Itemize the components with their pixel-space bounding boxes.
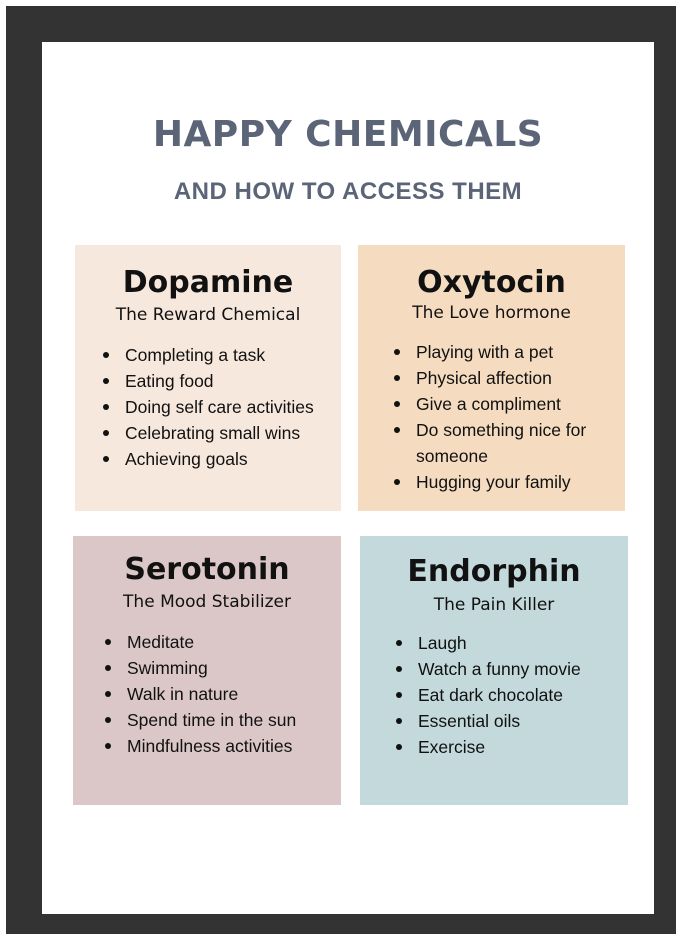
activity-list <box>396 630 581 760</box>
card-tagline: The Pain Killer <box>433 595 555 615</box>
card-title: Serotonin <box>124 552 290 587</box>
list-item: Achieving goals <box>103 446 314 472</box>
list-item: Playing with a pet <box>394 339 586 365</box>
poster-subtitle: AND HOW TO ACCESS THEM <box>173 178 523 205</box>
poster-frame <box>6 6 676 934</box>
list-item: Meditate <box>105 629 296 655</box>
list-item: Swimming <box>105 655 296 681</box>
list-item: Eating food <box>103 368 314 394</box>
list-item: Exercise <box>396 734 581 760</box>
activity-list <box>394 339 586 495</box>
list-item: Completing a task <box>103 342 314 368</box>
poster-title: HAPPY CHEMICALS <box>152 114 544 155</box>
list-item: Watch a funny movie <box>396 656 581 682</box>
list-item: Physical affection <box>394 365 586 391</box>
card-endorphin <box>360 536 628 805</box>
card-dopamine <box>75 245 341 511</box>
list-item: Celebrating small wins <box>103 420 314 446</box>
card-oxytocin <box>358 245 625 511</box>
card-title: Dopamine <box>122 265 294 300</box>
card-tagline: The Reward Chemical <box>115 305 301 325</box>
card-title: Endorphin <box>407 554 581 589</box>
card-serotonin <box>73 536 341 805</box>
activity-list <box>103 342 314 472</box>
list-item: Essential oils <box>396 708 581 734</box>
list-item: Do something nice for <box>394 417 586 443</box>
card-tagline: The Love hormone <box>412 303 571 323</box>
list-item: Walk in nature <box>105 681 296 707</box>
card-tagline: The Mood Stabilizer <box>123 592 291 612</box>
poster <box>42 42 654 914</box>
list-item: Hugging your family <box>394 469 586 495</box>
list-item: Mindfulness activities <box>105 733 296 759</box>
activity-list <box>105 629 296 759</box>
list-item: Eat dark chocolate <box>396 682 581 708</box>
list-item: Give a compliment <box>394 391 586 417</box>
list-item: Doing self care activities <box>103 394 314 420</box>
list-item-continuation: someone <box>416 446 488 466</box>
list-item: Laugh <box>396 630 581 656</box>
list-item: Spend time in the sun <box>105 707 296 733</box>
card-title: Oxytocin <box>417 265 566 300</box>
